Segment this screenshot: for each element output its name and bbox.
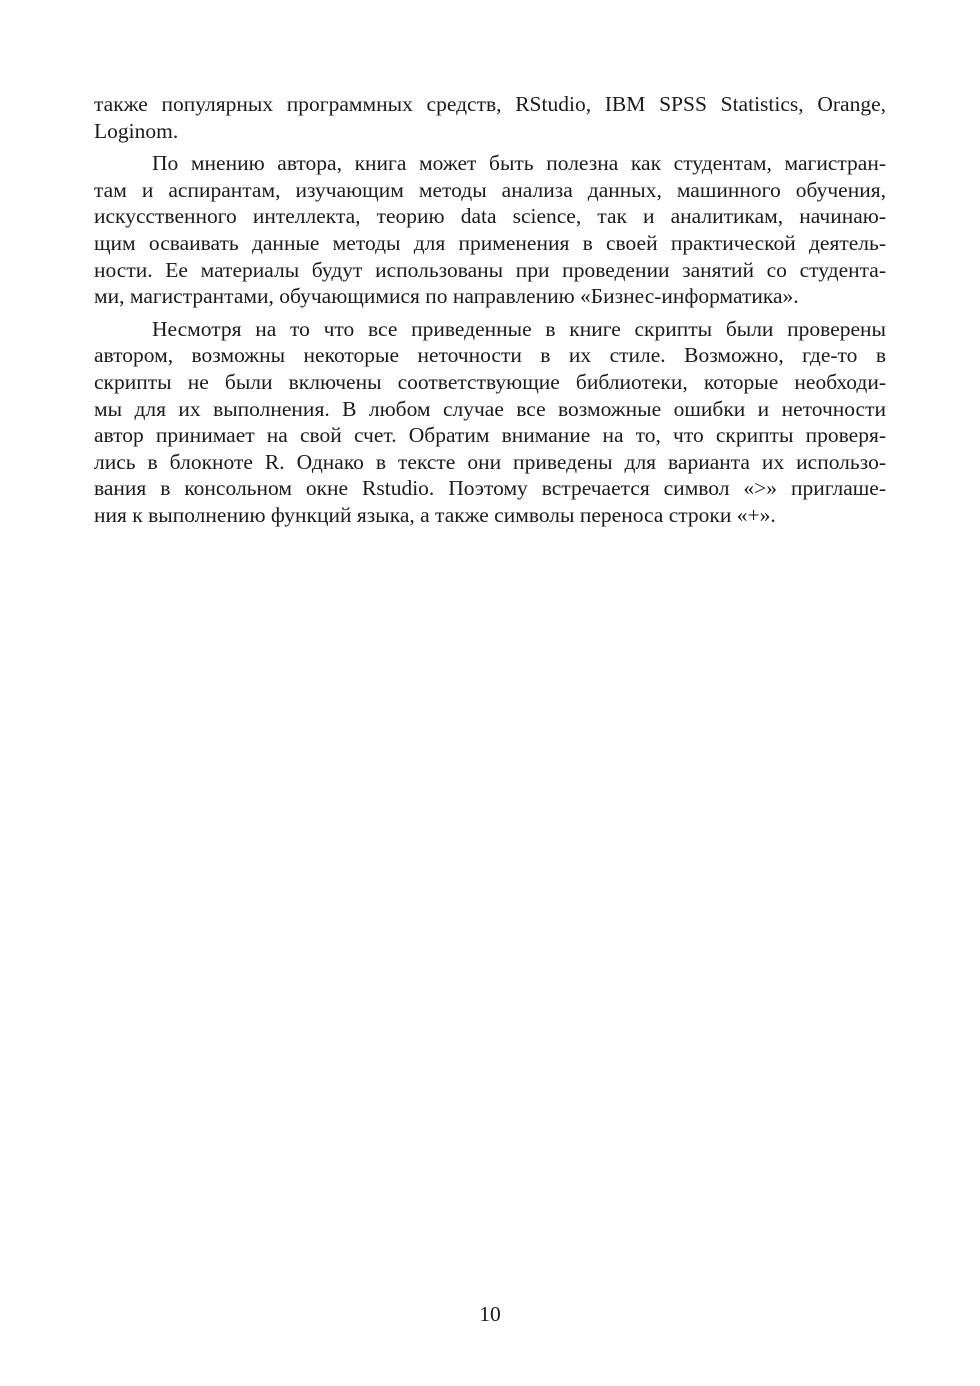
body-text	[94, 91, 886, 535]
text-line: автором, возможны некоторые неточности в их стиле. Возможно, где-то в	[94, 343, 886, 368]
text-line: ния к выполнению функций языка, а также символы переноса строки «+».	[94, 502, 776, 527]
text-line: там и аспирантам, изучающим методы анализа данных, машинного обучения,	[94, 177, 886, 202]
text-line: автор принимает на свой счет. Обратим внимание на то, что скрипты проверя-	[94, 423, 886, 448]
text-line: лись в блокноте R. Однако в тексте они приведены для варианта их использо-	[94, 449, 886, 474]
text-line: Loginom.	[94, 118, 179, 143]
text-line: скрипты не были включены соответствующие библиотеки, которые необходи-	[94, 369, 886, 394]
text-line: вания в консольном окне Rstudio. Поэтому встречается символ «>» приглаше-	[94, 476, 886, 501]
text-line: По мнению автора, книга может быть полезна как студентам, магистран-	[152, 151, 886, 176]
text-line: Несмотря на то что все приведенные в книге скрипты были проверены	[152, 316, 886, 341]
text-line: щим осваивать данные методы для применения в своей практической деятель-	[94, 230, 886, 255]
text-line: ми, магистрантами, обучающимися по направлению «Бизнес-информатика».	[94, 284, 799, 309]
text-line: искусственного интеллекта, теорию data science, так и аналитикам, начинаю-	[94, 204, 886, 229]
text-line: также популярных программных средств, RStudio, IBM SPSS Statistics, Orange,	[94, 92, 886, 116]
text-line: ности. Ее материалы будут использованы при проведении занятий со студента-	[94, 257, 886, 282]
paragraph-1	[94, 91, 886, 144]
paragraph-2	[94, 150, 886, 310]
paragraph-3	[94, 316, 886, 529]
page-number: 10	[479, 1302, 501, 1326]
text-line: мы для их выполнения. В любом случае все возможные ошибки и неточности	[94, 396, 886, 421]
